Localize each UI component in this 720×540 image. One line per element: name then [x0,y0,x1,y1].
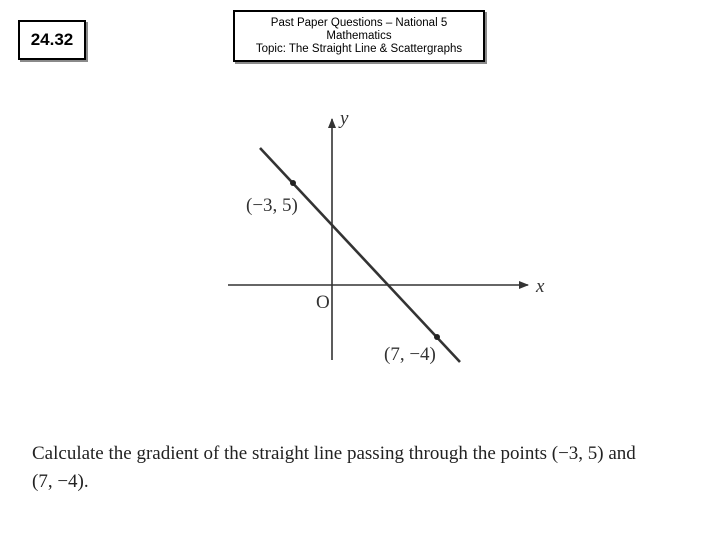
origin-label: O [316,292,330,313]
y-axis-label: y [340,108,349,129]
header-line-1: Past Paper Questions – National 5 [270,16,448,29]
point-1-label: (−3, 5) [246,195,298,216]
point-2-marker [434,334,440,340]
question-text [32,440,702,496]
straight-line [260,148,460,362]
point-2-label: (7, −4) [384,344,436,365]
question-line-1: Calculate the gradient of the straight line passing through the points (−3, 5) and [32,443,636,464]
question-number: 24.32 [30,30,74,49]
x-axis-label: x [536,276,545,297]
question-number-box [18,20,86,60]
header-line-3: Topic: The Straight Line & Scattergraphs [255,42,463,55]
point-1-marker [290,180,296,186]
header-box [233,10,485,62]
straight-line-graph [220,105,560,370]
question-line-2: (7, −4). [32,471,89,492]
header-line-2: Mathematics [326,29,392,42]
